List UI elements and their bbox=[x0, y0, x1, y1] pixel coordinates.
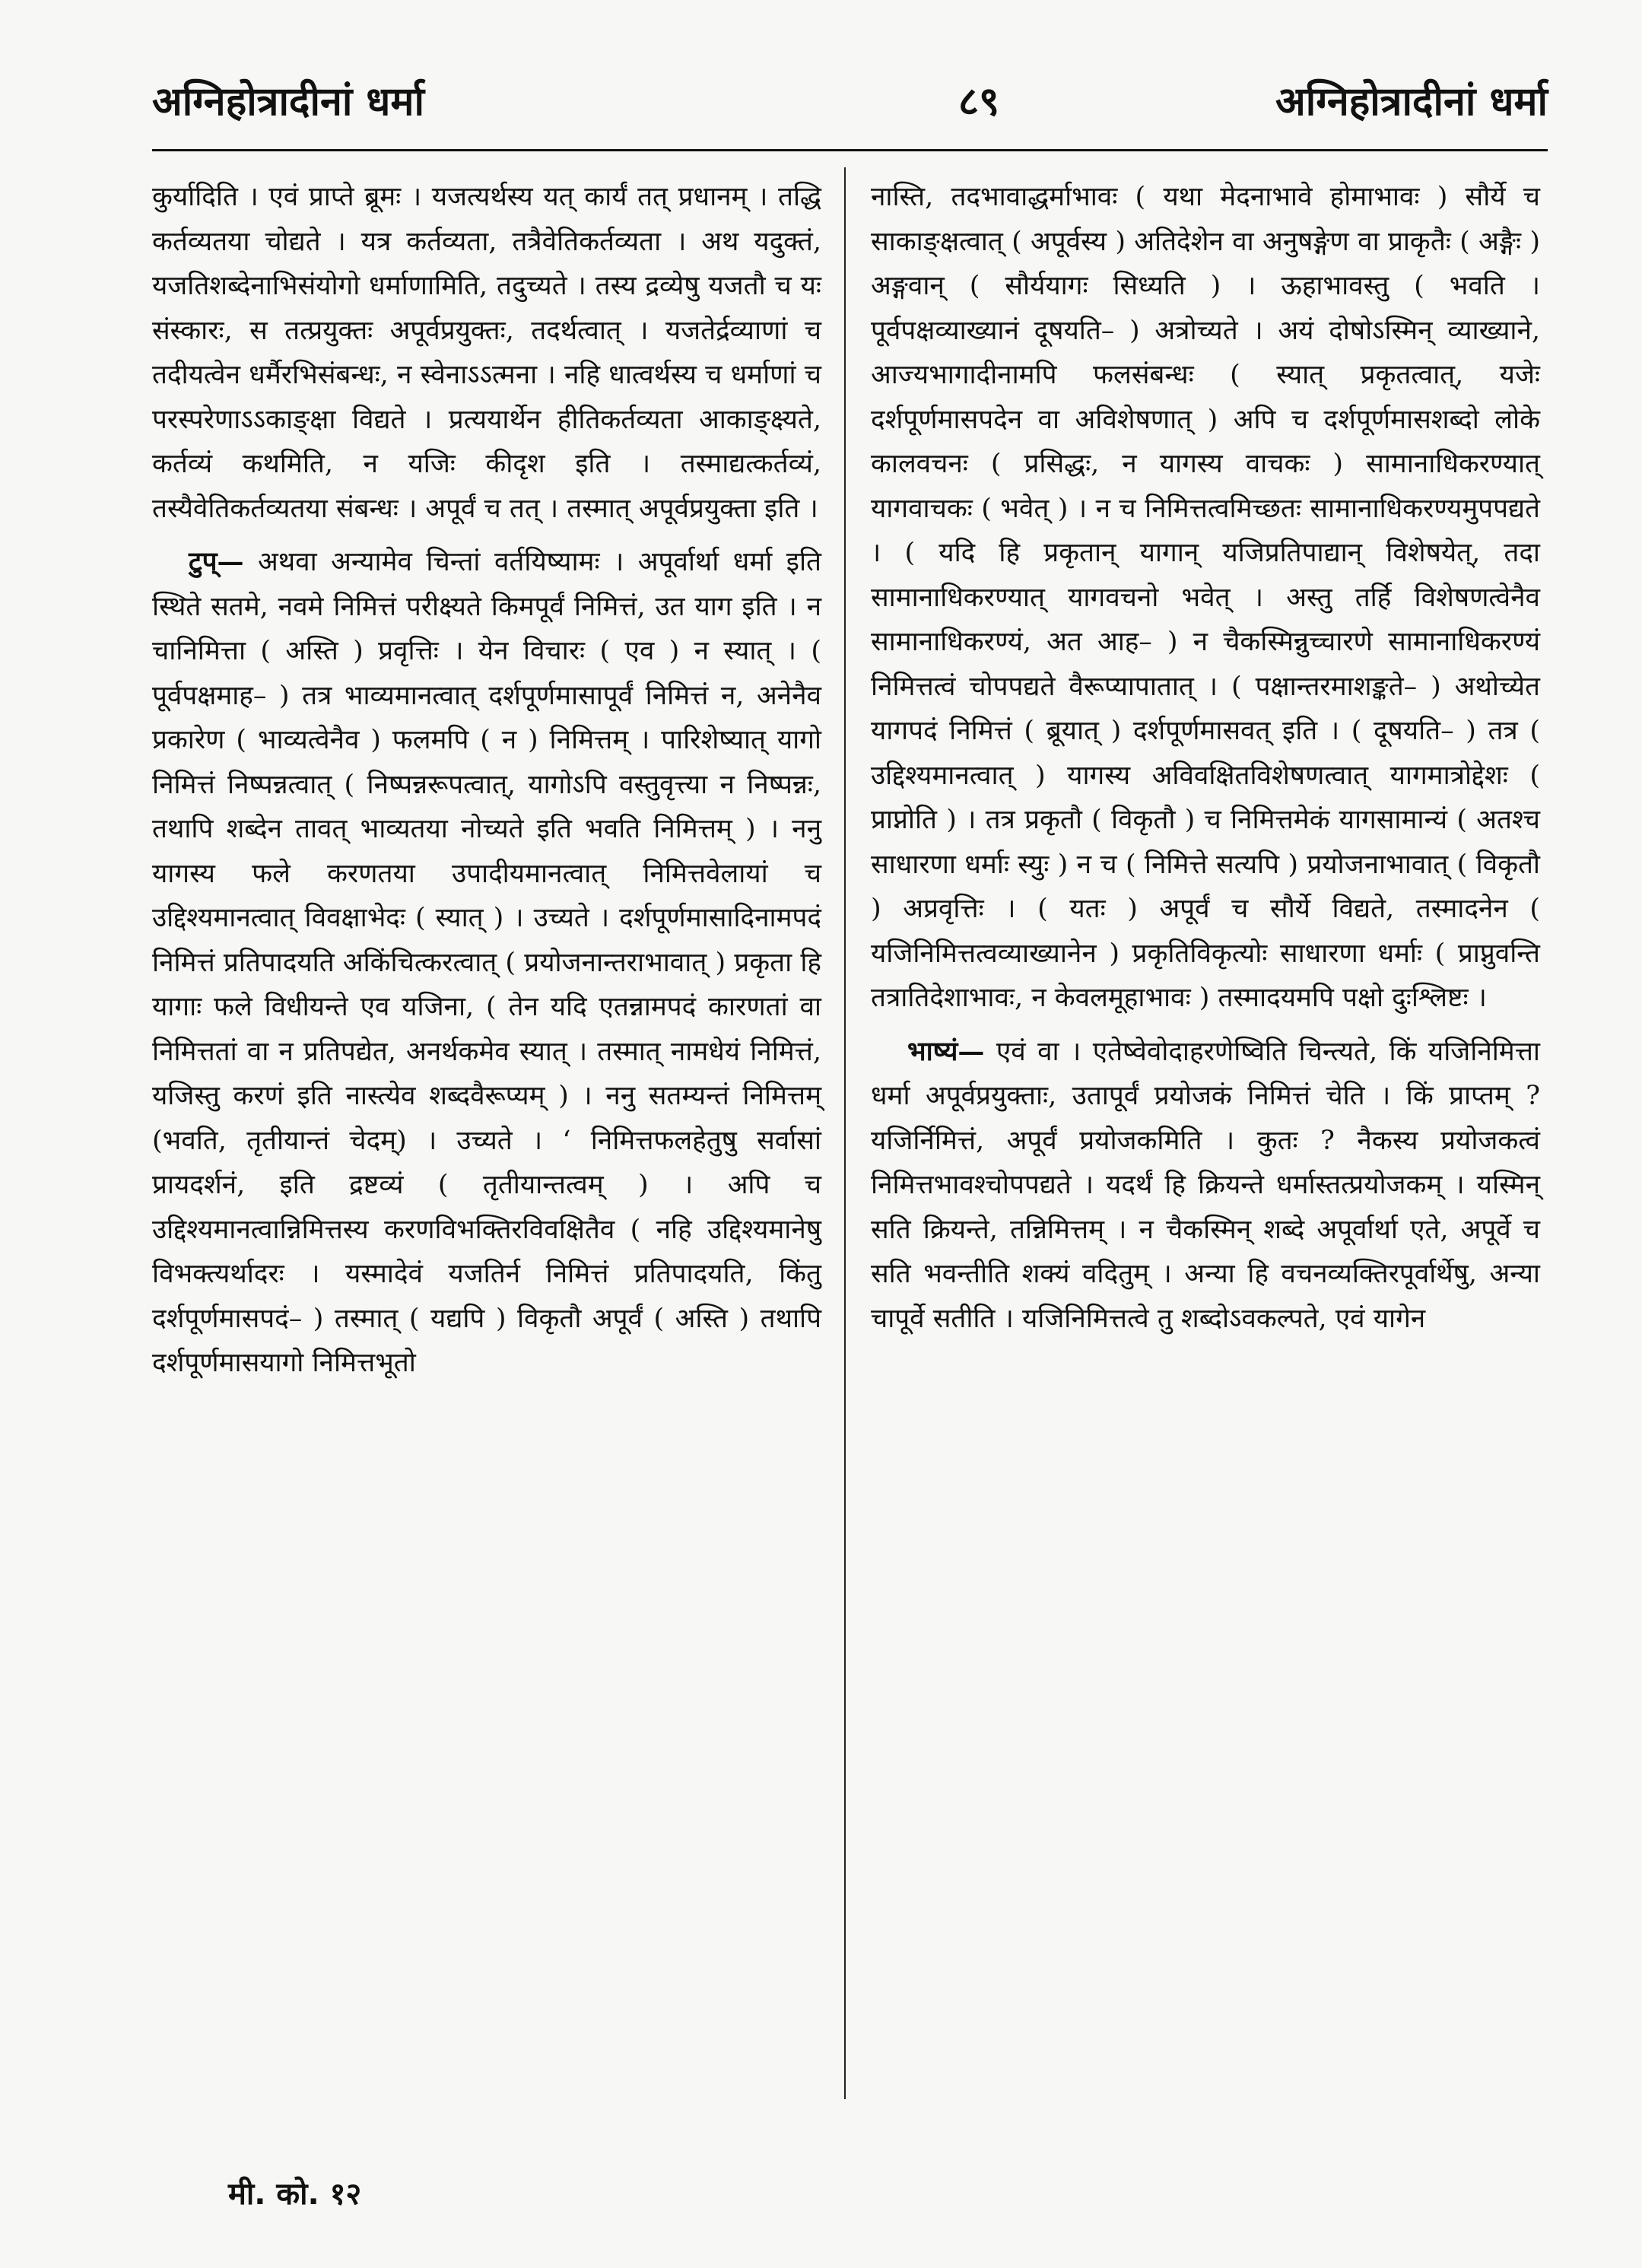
right-column bbox=[871, 175, 1540, 1341]
page-header bbox=[152, 73, 1548, 149]
left-paragraph-2 bbox=[152, 540, 821, 1386]
right-paragraph-2-lead: भाष्यं— bbox=[907, 1035, 985, 1067]
page-number: ८९ bbox=[958, 79, 1000, 125]
left-paragraph-1: कुर्यादिति । एवं प्राप्ते ब्रूमः । यजत्यर्थस्य यत् कार्यं तत् प्रधानम् । तद्धि कर्तव्यतया चोद्यते । यत्र कर्तव्यता, तत्रैवेतिकर्तव्यता । अथ यदुक्तं, यजतिशब्देनाभिसंयोगो धर्माणामिति, तदुच्यते । तस्य द्रव्येषु यजतौ च यः संस्कारः, स तत्प्रयुक्तः अपूर्वप्रयुक्तः, तदर्थत्वात् । यजतेर्द्रव्याणां च तदीयत्वेन धर्मैरभिसंबन्धः, न स्वेनाऽऽत्मना । नहि धात्वर्थस्य च धर्माणां च परस्परेणाऽऽकाङ्क्षा विद्यते । प्रत्ययार्थेन हीतिकर्तव्यता आकाङ्क्ष्यते, कर्तव्यं कथमिति, न यजिः कीदृश इति । तस्माद्यत्कर्तव्यं, तस्यैवेतिकर्तव्यतया संबन्धः । अपूर्वं च तत् । तस्मात् अपूर्वप्रयुक्ता इति । bbox=[152, 182, 821, 524]
left-paragraph-2-lead: टुप्— bbox=[189, 546, 244, 577]
running-title-left: अग्निहोत्रादीनां धर्मा bbox=[152, 79, 424, 125]
right-paragraph-2-text: एवं वा । एतेष्वेवोदाहरणेष्विति चिन्त्यते, किं यजिनिमित्ता धर्मा अपूर्वप्रयुक्ताः, उतापूर्वं प्रयोजकं निमित्तं चेति । किं प्राप्तम् ? यजिर्निमित्तं, अपूर्वं प्रयोजकमिति । कुतः ? नैकस्य प्रयोजकत्वं निमित्तभावश्चोपपद्यते । यदर्थं हि क्रियन्ते धर्मास्तत्प्रयोजकम् । यस्मिन् सति क्रियन्ते, तन्निमित्तम् । न चैकस्मिन् शब्दे अपूर्वार्था एते, अपूर्वे च सति भवन्तीति शक्यं वदितुम् । अन्या हि वचनव्यक्तिरपूर्वार्थेषु, अन्या चापूर्वे सतीति । यजिनिमित्तत्वे तु शब्दोऽवकल्पते, एवं यागेन bbox=[871, 1036, 1540, 1334]
signature-mark: मी. को. १२ bbox=[228, 2177, 362, 2212]
left-paragraph-2-text: अथवा अन्यामेव चिन्तां वर्तयिष्यामः । अपूर्वार्था धर्मा इति स्थिते सतमे, नवमे निमित्तं परीक्ष्यते किमपूर्वं निमित्तं, उत याग इति । न चानिमित्ता ( अस्ति ) प्रवृत्तिः । येन विचारः ( एव ) न स्यात् । ( पूर्वपक्षमाह– ) तत्र भाव्यमानत्वात् दर्शपूर्णमासापूर्वं निमित्तं न, अनेनैव प्रकारेण ( भाव्यत्वेनैव ) फलमपि ( न ) निमित्तम् । पारिशेष्यात् यागो निमित्तं निष्पन्नत्वात् ( निष्पन्नरूपत्वात्, यागोऽपि वस्तुवृत्त्या न निष्पन्नः, तथापि शब्देन तावत् भाव्यतया नोच्यते इति भवति निमित्तम् ) । ननु यागस्य फले करणतया उपादीयमानत्वात् निमित्तवेलायां च उद्दिश्यमानत्वात् विवक्षाभेदः ( स्यात् ) । उच्यते । दर्शपूर्णमासादिनामपदं निमित्तं प्रतिपादयति अकिंचित्करत्वात् ( प्रयोजनान्तराभावात् ) प्रकृता हि यागाः फले विधीयन्ते एव यजिना, ( तेन यदि एतन्नामपदं कारणतां वा निमित्ततां वा न प्रतिपद्येत, अनर्थकमेव स्यात् । तस्मात् नामधेयं निमित्तं, यजिस्तु करणं इति नास्त्येव शब्दवैरूप्यम् ) । ननु सतम्यन्तं निमित्तम् (भवति, तृतीयान्तं चेदम्) । उच्यते । ‘ निमित्तफलहेतुषु सर्वासां प्रायदर्शनं, इति द्रष्टव्यं ( तृतीयान्तत्वम् ) । अपि च उद्दिश्यमानत्वान्निमित्तस्य करणविभक्तिरविवक्षितैव ( नहि उद्दिश्यमानेषु विभक्त्यर्थादरः । यस्मादेवं यजतिर्न निमित्तं प्रतिपादयति, किंतु दर्शपूर्णमासपदं– ) तस्मात् ( यद्यपि ) विकृतौ अपूर्वं ( अस्ति ) तथापि दर्शपूर्णमासयागो निमित्तभूतो bbox=[152, 547, 821, 1378]
right-paragraph-2 bbox=[871, 1030, 1540, 1342]
running-title-right: अग्निहोत्रादीनां धर्मा bbox=[1275, 79, 1548, 125]
column-divider bbox=[844, 167, 846, 2099]
right-paragraph-1: नास्ति, तदभावाद्धर्माभावः ( यथा मेदनाभावे होमाभावः ) सौर्ये च साकाङ्क्षत्वात् ( अपूर्वस्य ) अतिदेशेन वा अनुषङ्गेण वा प्राकृतैः ( अङ्गैः ) अङ्गवान् ( सौर्ययागः सिध्यति ) । ऊहाभावस्तु ( भवति । पूर्वपक्षव्याख्यानं दूषयति– ) अत्रोच्यते । अयं दोषोऽस्मिन् व्याख्याने, आज्यभागादीनामपि फलसंबन्धः ( स्यात् प्रकृतत्वात्, यजेः दर्शपूर्णमासपदेन वा अविशेषणात् ) अपि च दर्शपूर्णमासशब्दो लोके कालवचनः ( प्रसिद्धः, न यागस्य वाचकः ) सामानाधिकरण्यात् यागवाचकः ( भवेत् ) । न च निमित्तत्वमिच्छतः सामानाधिकरण्यमुपपद्यते । ( यदि हि प्रकृतान् यागान् यजिप्रतिपाद्यान् विशेषयेत्, तदा सामानाधिकरण्यात् यागवचनो भवेत् । अस्तु तर्हि विशेषणत्वेनैव सामानाधिकरण्यं, अत आह– ) न चैकस्मिन्नुच्चारणे सामानाधिकरण्यं निमित्तत्वं चोपपद्यते वैरूप्यापातात् । ( पक्षान्तरमाशङ्कते– ) अथोच्येत यागपदं निमित्तं ( ब्रूयात् ) दर्शपूर्णमासवत् इति । ( दूषयति– ) तत्र ( उद्दिश्यमानत्वात् ) यागस्य अविवक्षितविशेषणत्वात् यागमात्रोद्देशः ( प्राप्नोति ) । तत्र प्रकृतौ ( विकृतौ ) च निमित्तमेकं यागसामान्यं ( अतश्च साधारणा धर्माः स्युः ) न च ( निमित्ते सत्यपि ) प्रयोजनाभावात् ( विकृतौ ) अप्रवृत्तिः । ( यतः ) अपूर्वं च सौर्ये विद्यते, तस्मादनेन ( यजिनिमित्तत्वव्याख्यानेन ) प्रकृतिविकृत्योः साधारणा धर्माः ( प्राप्नुवन्ति तत्रातिदेशाभावः, न केवलमूहाभावः ) तस्मादयमपि पक्षो दुःश्लिष्टः । bbox=[871, 182, 1540, 1013]
left-column bbox=[152, 175, 821, 1386]
header-rule bbox=[152, 149, 1548, 151]
